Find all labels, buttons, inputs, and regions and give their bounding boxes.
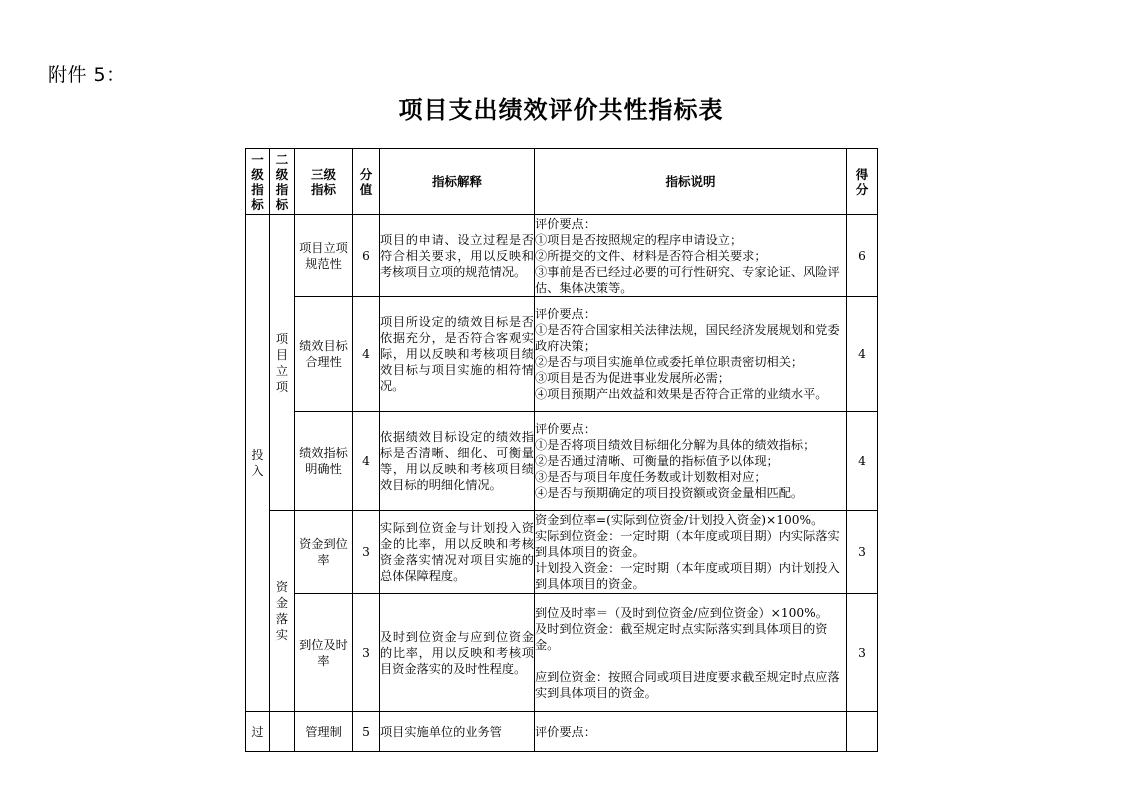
score-value-cell: 4 (353, 297, 380, 412)
score-value-cell: 3 (353, 511, 380, 594)
level3-cell: 项目立项规范性 (295, 215, 353, 297)
level3-cell: 绩效目标合理性 (295, 297, 353, 412)
header-score: 得分 (847, 149, 878, 215)
description-cell: 评价要点： ①是否符合国家相关法律法规，国民经济发展规划和党委政府决策； ②是否与项目实施单位或委托单位职责密切相关； ③项目是否为促进事业发展所必需； ④项目预期产出效益和效果是否符合正常的业绩水平。 (535, 297, 847, 412)
explanation-cell: 依据绩效目标设定的绩效指标是否清晰、细化、可衡量等，用以反映和考核项目绩效目标的明细化情况。 (380, 412, 535, 511)
explanation-cell: 实际到位资金与计划投入资金的比率，用以反映和考核资金落实情况对项目实施的总体保障程度。 (380, 511, 535, 594)
table-row (246, 215, 878, 297)
description-cell: 评价要点： (535, 712, 847, 752)
level2-cell-project-setup: 项目立项 (270, 215, 295, 511)
score-cell: 4 (847, 297, 878, 412)
score-value-cell: 6 (353, 215, 380, 297)
table-row (246, 511, 878, 594)
level2-cell-funding: 资金落实 (270, 511, 295, 712)
level1-cell-process: 过 (246, 712, 270, 752)
table-header-row (246, 149, 878, 215)
score-cell: 3 (847, 511, 878, 594)
header-level3: 三级指标 (295, 149, 353, 215)
header-explanation: 指标解释 (380, 149, 535, 215)
header-level2: 二级指标 (270, 149, 295, 215)
table-row (246, 594, 878, 712)
page-title: 项目支出绩效评价共性指标表 (398, 96, 724, 124)
table-row-partial (246, 712, 878, 752)
level3-cell: 绩效指标明确性 (295, 412, 353, 511)
description-cell: 到位及时率＝（及时到位资金/应到位资金）×100%。 及时到位资金：截至规定时点实际落实到具体项目的资金。 应到位资金：按照合同或项目进度要求截至规定时点应落实到具体项目的资金。 (535, 594, 847, 712)
level3-cell: 管理制 (295, 712, 353, 752)
header-description: 指标说明 (535, 149, 847, 215)
explanation-cell: 项目实施单位的业务管 (380, 712, 535, 752)
explanation-cell: 项目的申请、设立过程是否符合相关要求，用以反映和考核项目立项的规范情况。 (380, 215, 535, 297)
header-score-value: 分值 (353, 149, 380, 215)
indicator-table-container (245, 148, 877, 739)
score-value-cell: 4 (353, 412, 380, 511)
score-cell: 3 (847, 594, 878, 712)
description-cell: 评价要点： ①是否将项目绩效目标细化分解为具体的绩效指标； ②是否通过清晰、可衡量的指标值予以体现； ③是否与项目年度任务数或计划数相对应； ④是否与预期确定的项目投资额或资金量相匹配。 (535, 412, 847, 511)
score-cell: 4 (847, 412, 878, 511)
description-cell: 评价要点： ①项目是否按照规定的程序申请设立； ②所提交的文件、材料是否符合相关要求； ③事前是否已经过必要的可行性研究、专家论证、风险评估、集体决策等。 (535, 215, 847, 297)
score-cell: 6 (847, 215, 878, 297)
indicator-table (245, 148, 878, 752)
explanation-cell: 项目所设定的绩效目标是否依据充分，是否符合客观实际，用以反映和考核项目绩效目标与项目实施的相符情况。 (380, 297, 535, 412)
level3-cell: 资金到位率 (295, 511, 353, 594)
table-row (246, 412, 878, 511)
score-value-cell: 5 (353, 712, 380, 752)
description-cell: 资金到位率=(实际到位资金/计划投入资金)×100%。 实际到位资金：一定时期（本年度或项目期）内实际落实到具体项目的资金。 计划投入资金：一定时期（本年度或项目期）内计划投入到具体项目的资金。 (535, 511, 847, 594)
score-cell-empty (847, 712, 878, 752)
explanation-cell: 及时到位资金与应到位资金的比率，用以反映和考核项目资金落实的及时性程度。 (380, 594, 535, 712)
level3-cell: 到位及时率 (295, 594, 353, 712)
level1-cell-input: 投入 (246, 215, 270, 712)
header-level1: 一级指标 (246, 149, 270, 215)
table-row (246, 297, 878, 412)
level2-cell-empty (270, 712, 295, 752)
score-value-cell: 3 (353, 594, 380, 712)
attachment-label: 附件 5： (48, 64, 126, 86)
